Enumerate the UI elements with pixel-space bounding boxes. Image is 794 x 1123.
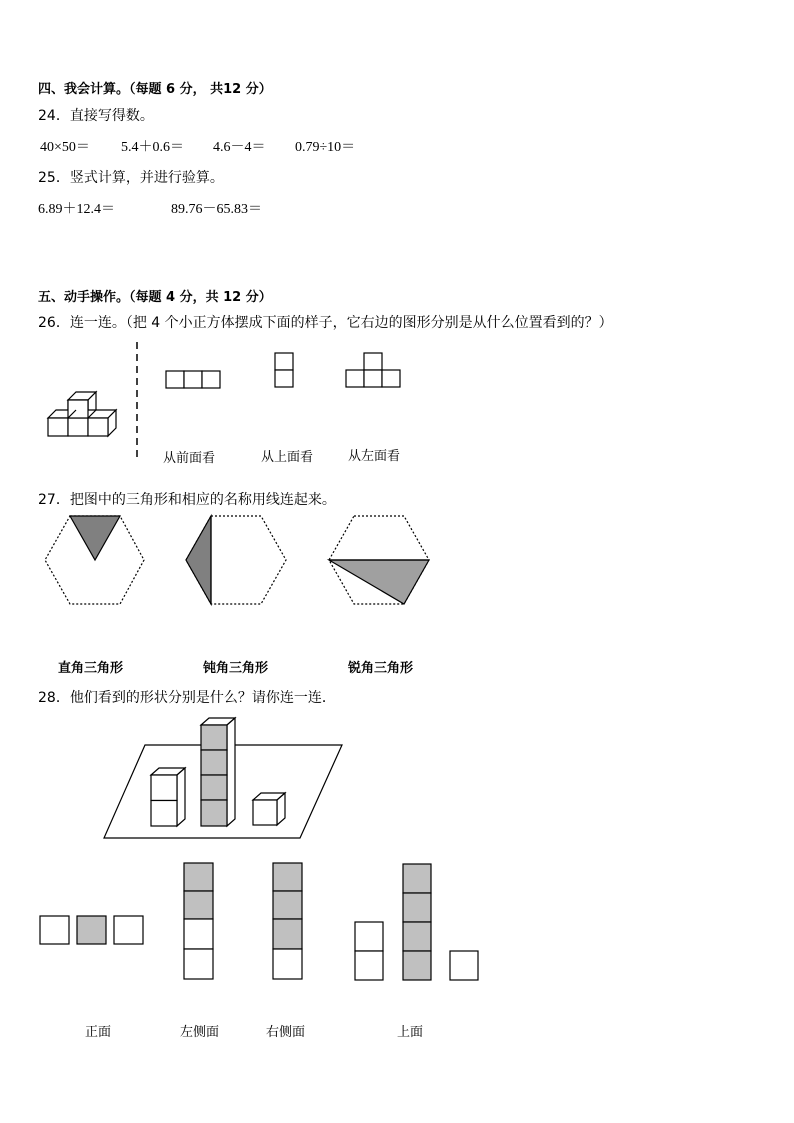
q24-item-4: 0.79÷10＝ <box>295 140 356 155</box>
question-24: 24．直接写得数。 <box>38 108 154 124</box>
q26-cube-figure <box>48 392 116 436</box>
section-4-title: 四、我会计算。（每题 6 分， 共12 分） <box>38 82 272 97</box>
label-acute-triangle: 锐角三角形 <box>348 661 414 676</box>
q25-item-2: 89.76－65.83＝ <box>171 202 262 217</box>
stack-two-cubes <box>151 768 185 826</box>
view-label-top: 从上面看 <box>261 450 314 465</box>
q24-item-2: 5.4＋0.6＝ <box>121 140 184 155</box>
q26-left-view <box>346 353 400 387</box>
q28-view-a <box>40 916 143 944</box>
label-right-triangle: 直角三角形 <box>58 661 124 676</box>
question-27: 27．把图中的三角形和相应的名称用线连起来。 <box>38 492 336 508</box>
view-label-right-side: 右侧面 <box>266 1025 306 1040</box>
q24-item-1: 40×50＝ <box>40 140 90 155</box>
view-label-front-28: 正面 <box>85 1025 112 1040</box>
hexagon-2 <box>186 516 286 604</box>
q28-view-d <box>355 864 478 980</box>
q26-top-view <box>275 353 293 387</box>
q28-view-c <box>273 863 302 979</box>
single-cube <box>253 793 285 825</box>
section-5-title: 五、动手操作。（每题 4 分，共 12 分） <box>38 290 272 305</box>
stack-four-cubes <box>201 718 235 826</box>
view-label-left-side: 左侧面 <box>180 1025 220 1040</box>
q28-view-b <box>184 863 213 979</box>
view-label-left: 从左面看 <box>348 449 401 464</box>
question-25: 25．竖式计算，并进行验算。 <box>38 170 224 186</box>
q24-item-3: 4.6－4＝ <box>213 140 266 155</box>
view-label-top-28: 上面 <box>397 1025 424 1040</box>
q26-front-view <box>166 371 220 388</box>
label-obtuse-triangle: 钝角三角形 <box>203 661 269 676</box>
question-26: 26．连一连。（把 4 个小正方体摆成下面的样子，它右边的图形分别是从什么位置看到的？） <box>38 315 613 331</box>
hexagon-3 <box>329 516 429 604</box>
view-label-front: 从前面看 <box>163 451 216 466</box>
question-28: 28．他们看到的形状分别是什么？请你连一连． <box>38 690 336 706</box>
q25-item-1: 6.89＋12.4＝ <box>38 202 115 217</box>
hexagon-1 <box>45 516 144 604</box>
